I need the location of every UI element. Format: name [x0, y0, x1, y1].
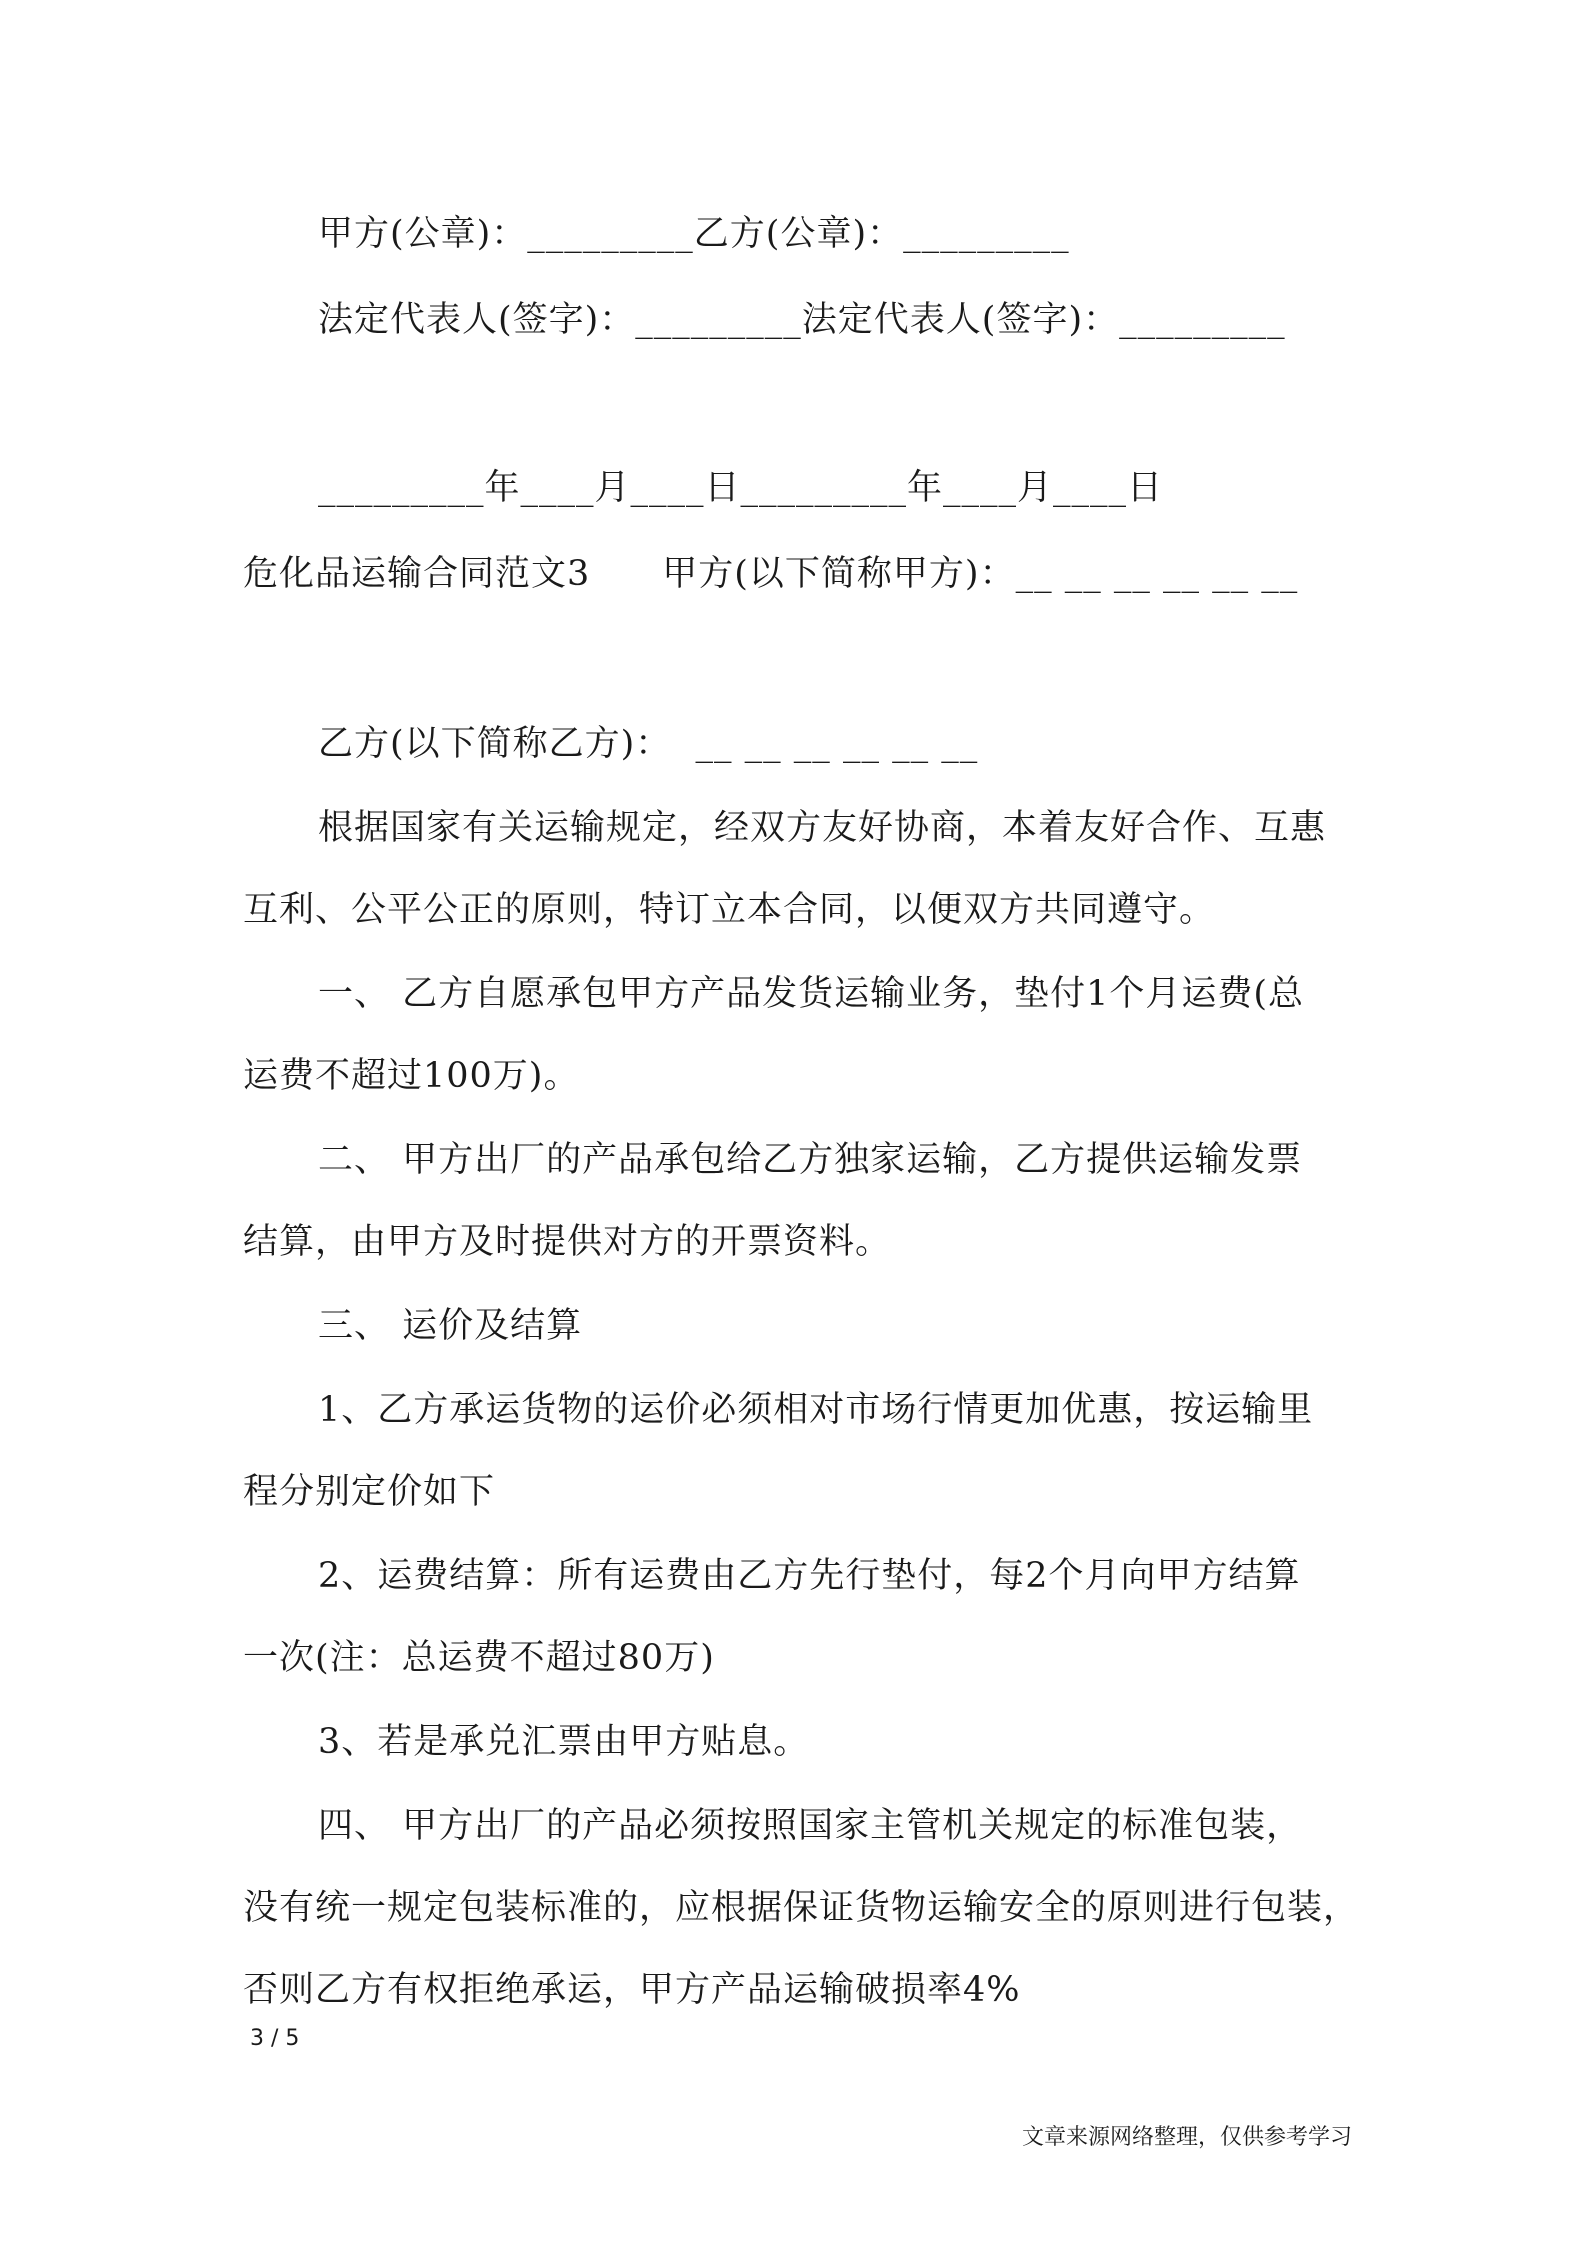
clause-3-item-1-line-1: 1、乙方承运货物的运价必须相对市场行情更加优惠，按运输里 [318, 1390, 1314, 1430]
signature-line-representative: 法定代表人(签字)：_________法定代表人(签字)：_________ [318, 300, 1286, 340]
clause-2-line-2: 结算，由甲方及时提供对方的开票资料。 [243, 1222, 892, 1262]
paragraph-intro-1: 根据国家有关运输规定，经双方友好协商，本着友好合作、互惠 [318, 808, 1327, 848]
clause-2-line-1: 二、 甲方出厂的产品承包给乙方独家运输，乙方提供运输发票 [318, 1140, 1303, 1180]
date-line: _________年____月____日_________年____月____日 [318, 468, 1164, 508]
clause-4-line-3: 否则乙方有权拒绝承运，甲方产品运输破损率4% [243, 1970, 1021, 2010]
clause-4-line-1: 四、 甲方出厂的产品必须按照国家主管机关规定的标准包装， [318, 1806, 1303, 1846]
clause-3-heading: 三、 运价及结算 [318, 1306, 583, 1346]
source-note: 文章来源网络整理，仅供参考学习 [1021, 2125, 1352, 2150]
clause-1-line-1: 一、 乙方自愿承包甲方产品发货运输业务，垫付1个月运费(总 [318, 974, 1305, 1014]
clause-3-item-1-line-2: 程分别定价如下 [243, 1472, 496, 1512]
contract-title-party-a: 危化品运输合同范文3 甲方(以下简称甲方)：__ __ __ __ __ __ [243, 554, 1299, 594]
clause-3-item-2-line-2: 一次(注：总运费不超过80万) [243, 1638, 715, 1678]
clause-3-item-2-line-1: 2、运费结算：所有运费由乙方先行垫付，每2个月向甲方结算 [318, 1556, 1301, 1596]
party-b-line: 乙方(以下简称乙方)： __ __ __ __ __ __ [318, 724, 979, 764]
clause-3-item-3: 3、若是承兑汇票由甲方贴息。 [318, 1722, 810, 1762]
signature-line-seal: 甲方(公章)：_________乙方(公章)：_________ [318, 214, 1070, 254]
clause-1-line-2: 运费不超过100万)。 [243, 1056, 580, 1096]
page-number: 3 / 5 [250, 2026, 300, 2051]
paragraph-intro-2: 互利、公平公正的原则，特订立本合同，以便双方共同遵守。 [243, 890, 1216, 930]
clause-4-line-2: 没有统一规定包装标准的，应根据保证货物运输安全的原则进行包装， [243, 1888, 1360, 1928]
